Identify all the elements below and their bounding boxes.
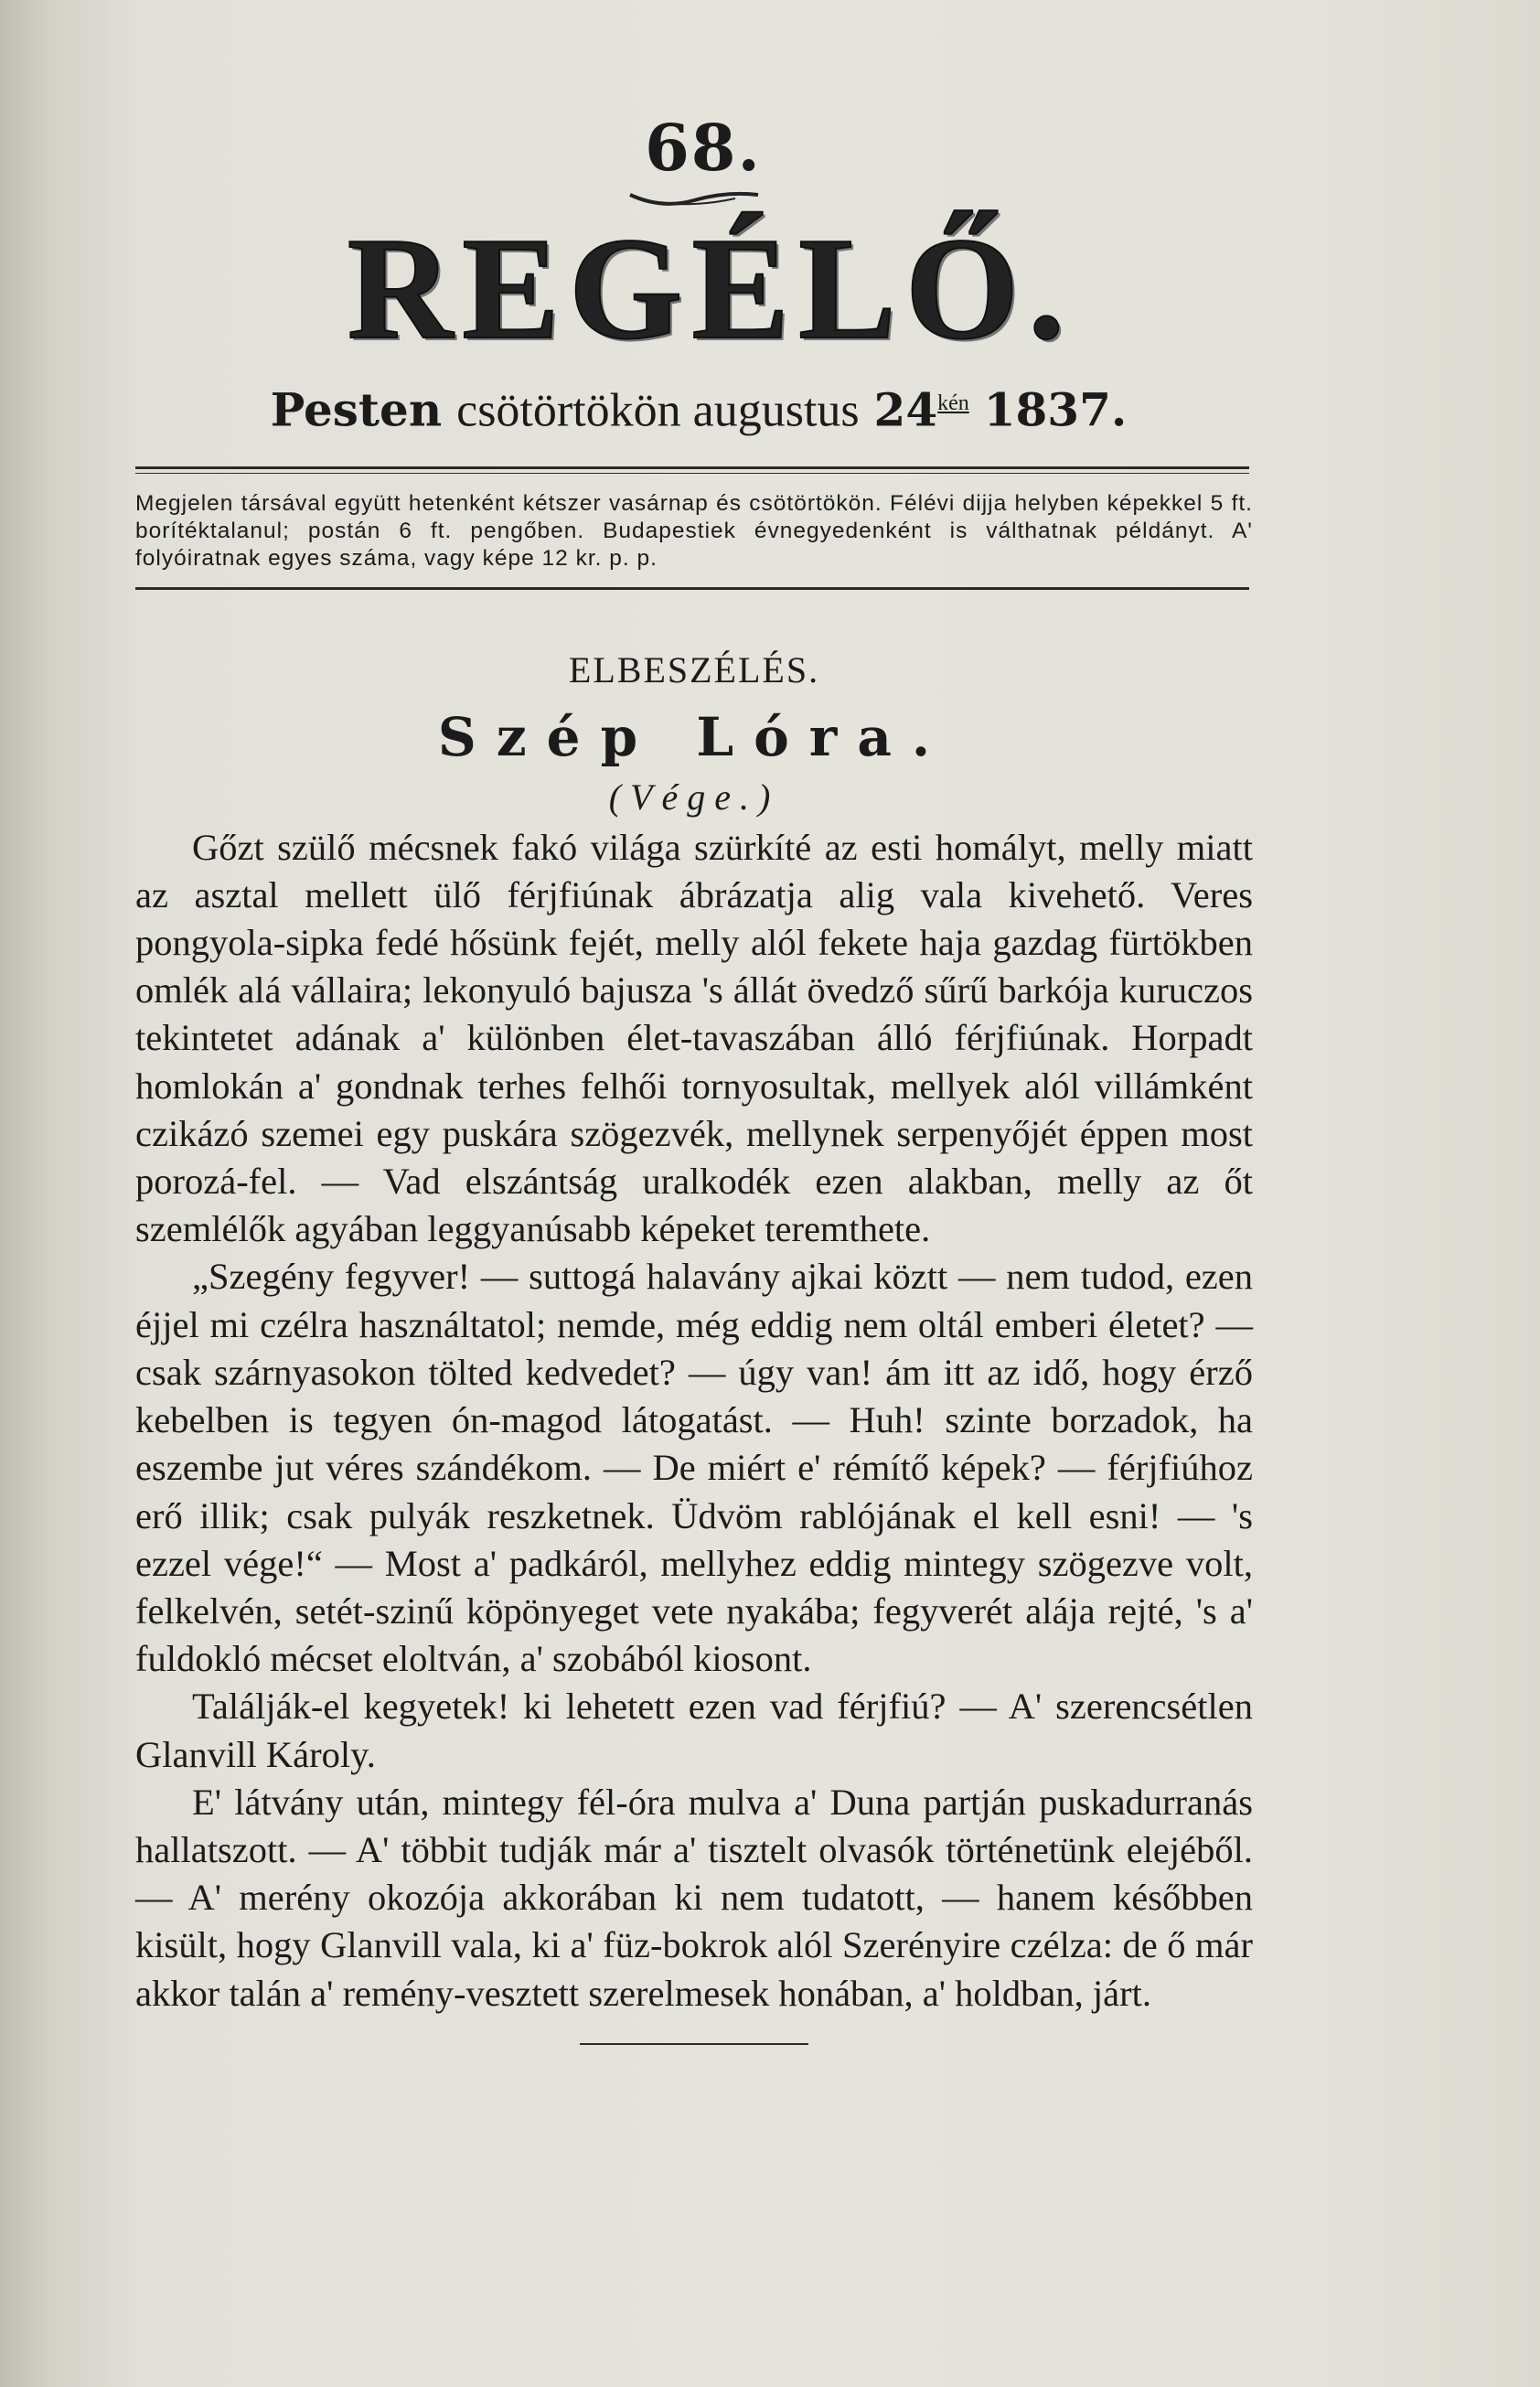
dateline <box>144 376 1253 439</box>
article-paragraph: Gőzt szülő mécsnek fakó világa szürkíté az esti homályt, melly miatt az asztal mellett ülő férjfiúnak ábrázatja alig vala kivehető. Veres pongyola-sipka fedé hősünk fejét, melly alól fekete haja gazdag fürtökben omlék alá vállaira; lekonyuló bajusza 's állát övedző sűrű barkója kuruczos tekintetet adának a' különben élet-tavaszában álló férjfiúnak. Horpadt homlokán a' gondnak terhes felhői tornyosultak, mellyek alól villámként czikázó szemei egy puskára szögezvék, mellynek serpenyőjét éppen most porozá-fel. — Vad elszántság uralkodék ezen alakban, melly az őt szemlélők agyában leggyanúsabb képeket teremthete. <box>135 826 1253 1250</box>
dateline-text: csötörtökön augustus <box>456 384 860 437</box>
section-heading: ELBESZÉLÉS. <box>568 648 820 690</box>
masthead-title: REGÉLŐ. <box>347 207 1075 369</box>
page-column <box>135 110 1253 2045</box>
issue-number: 68. <box>645 110 762 186</box>
header-divider <box>135 466 1249 474</box>
article-paragraph: E' látvány után, mintegy fél-óra mulva a' Duna partján puskadurranás hallatszott. — A' többit tudják már a' tisztelt olvasók történetünk elejéből. — A' merény okozója akkorában ki nem tudatott, — hanem későbben kisült, hogy Glanvill vala, ki a' füz-bokrok alól Szerényire czélza: de ő már akkor talán a' remény-vesztett szerelmesek honában, a' holdban, járt. <box>135 1781 1253 2014</box>
story-subtitle: (Vége.) <box>608 776 780 818</box>
article-paragraph: Találják-el kegyetek! ki lehetett ezen vad férjfiú? — A' szerencsétlen Glanvill Károly. <box>135 1686 1253 1775</box>
end-divider <box>580 2043 808 2045</box>
story-title: Szép Lóra. <box>437 705 951 768</box>
notice-divider <box>135 587 1249 590</box>
dateline-day: 24 <box>873 382 938 437</box>
dateline-day-suffix: kén <box>937 391 969 415</box>
article-body <box>135 824 1253 2018</box>
dateline-place: Pesten <box>270 382 443 437</box>
article-paragraph: „Szegény fegyver! — suttogá halavány ajkai köztt — nem tudod, ezen éjjel mi czélra használtatol; nemde, még eddig nem oltál emberi életet? — csak szárnyasokon tölted kedvedet? — úgy van! ám itt az idő, hogy érző kebelben is tegyen ón-magod látogatást. — Huh! szinte borzadok, ha eszembe jut véres szándékom. — De miért e' rémítő képek? — férjfiúhoz erő illik; csak pulyák reszketnek. Üdvöm rablójának el kell esni! — 's ezzel vége!“ — Most a' padkáról, mellyhez eddig mintegy szögezve volt, felkelvén, setét-szinű köpönyeget vete nyakába; fegyverét alája rejté, 's a' fuldokló mécset eloltván, a' szobából kiosont. <box>135 1256 1253 1680</box>
subscription-notice: Megjelen társával együtt hetenként kétszer vasárnap és csötörtökön. Félévi dijja helyben képekkel 5 ft. borítéktalanul; postán 6 ft. pengőben. Budapestiek évnegyedenként is válthatnak példányt. A' folyóiratnak egyes száma, vagy képe 12 kr. p. p. <box>135 490 1253 571</box>
dateline-year: 1837. <box>983 382 1128 437</box>
